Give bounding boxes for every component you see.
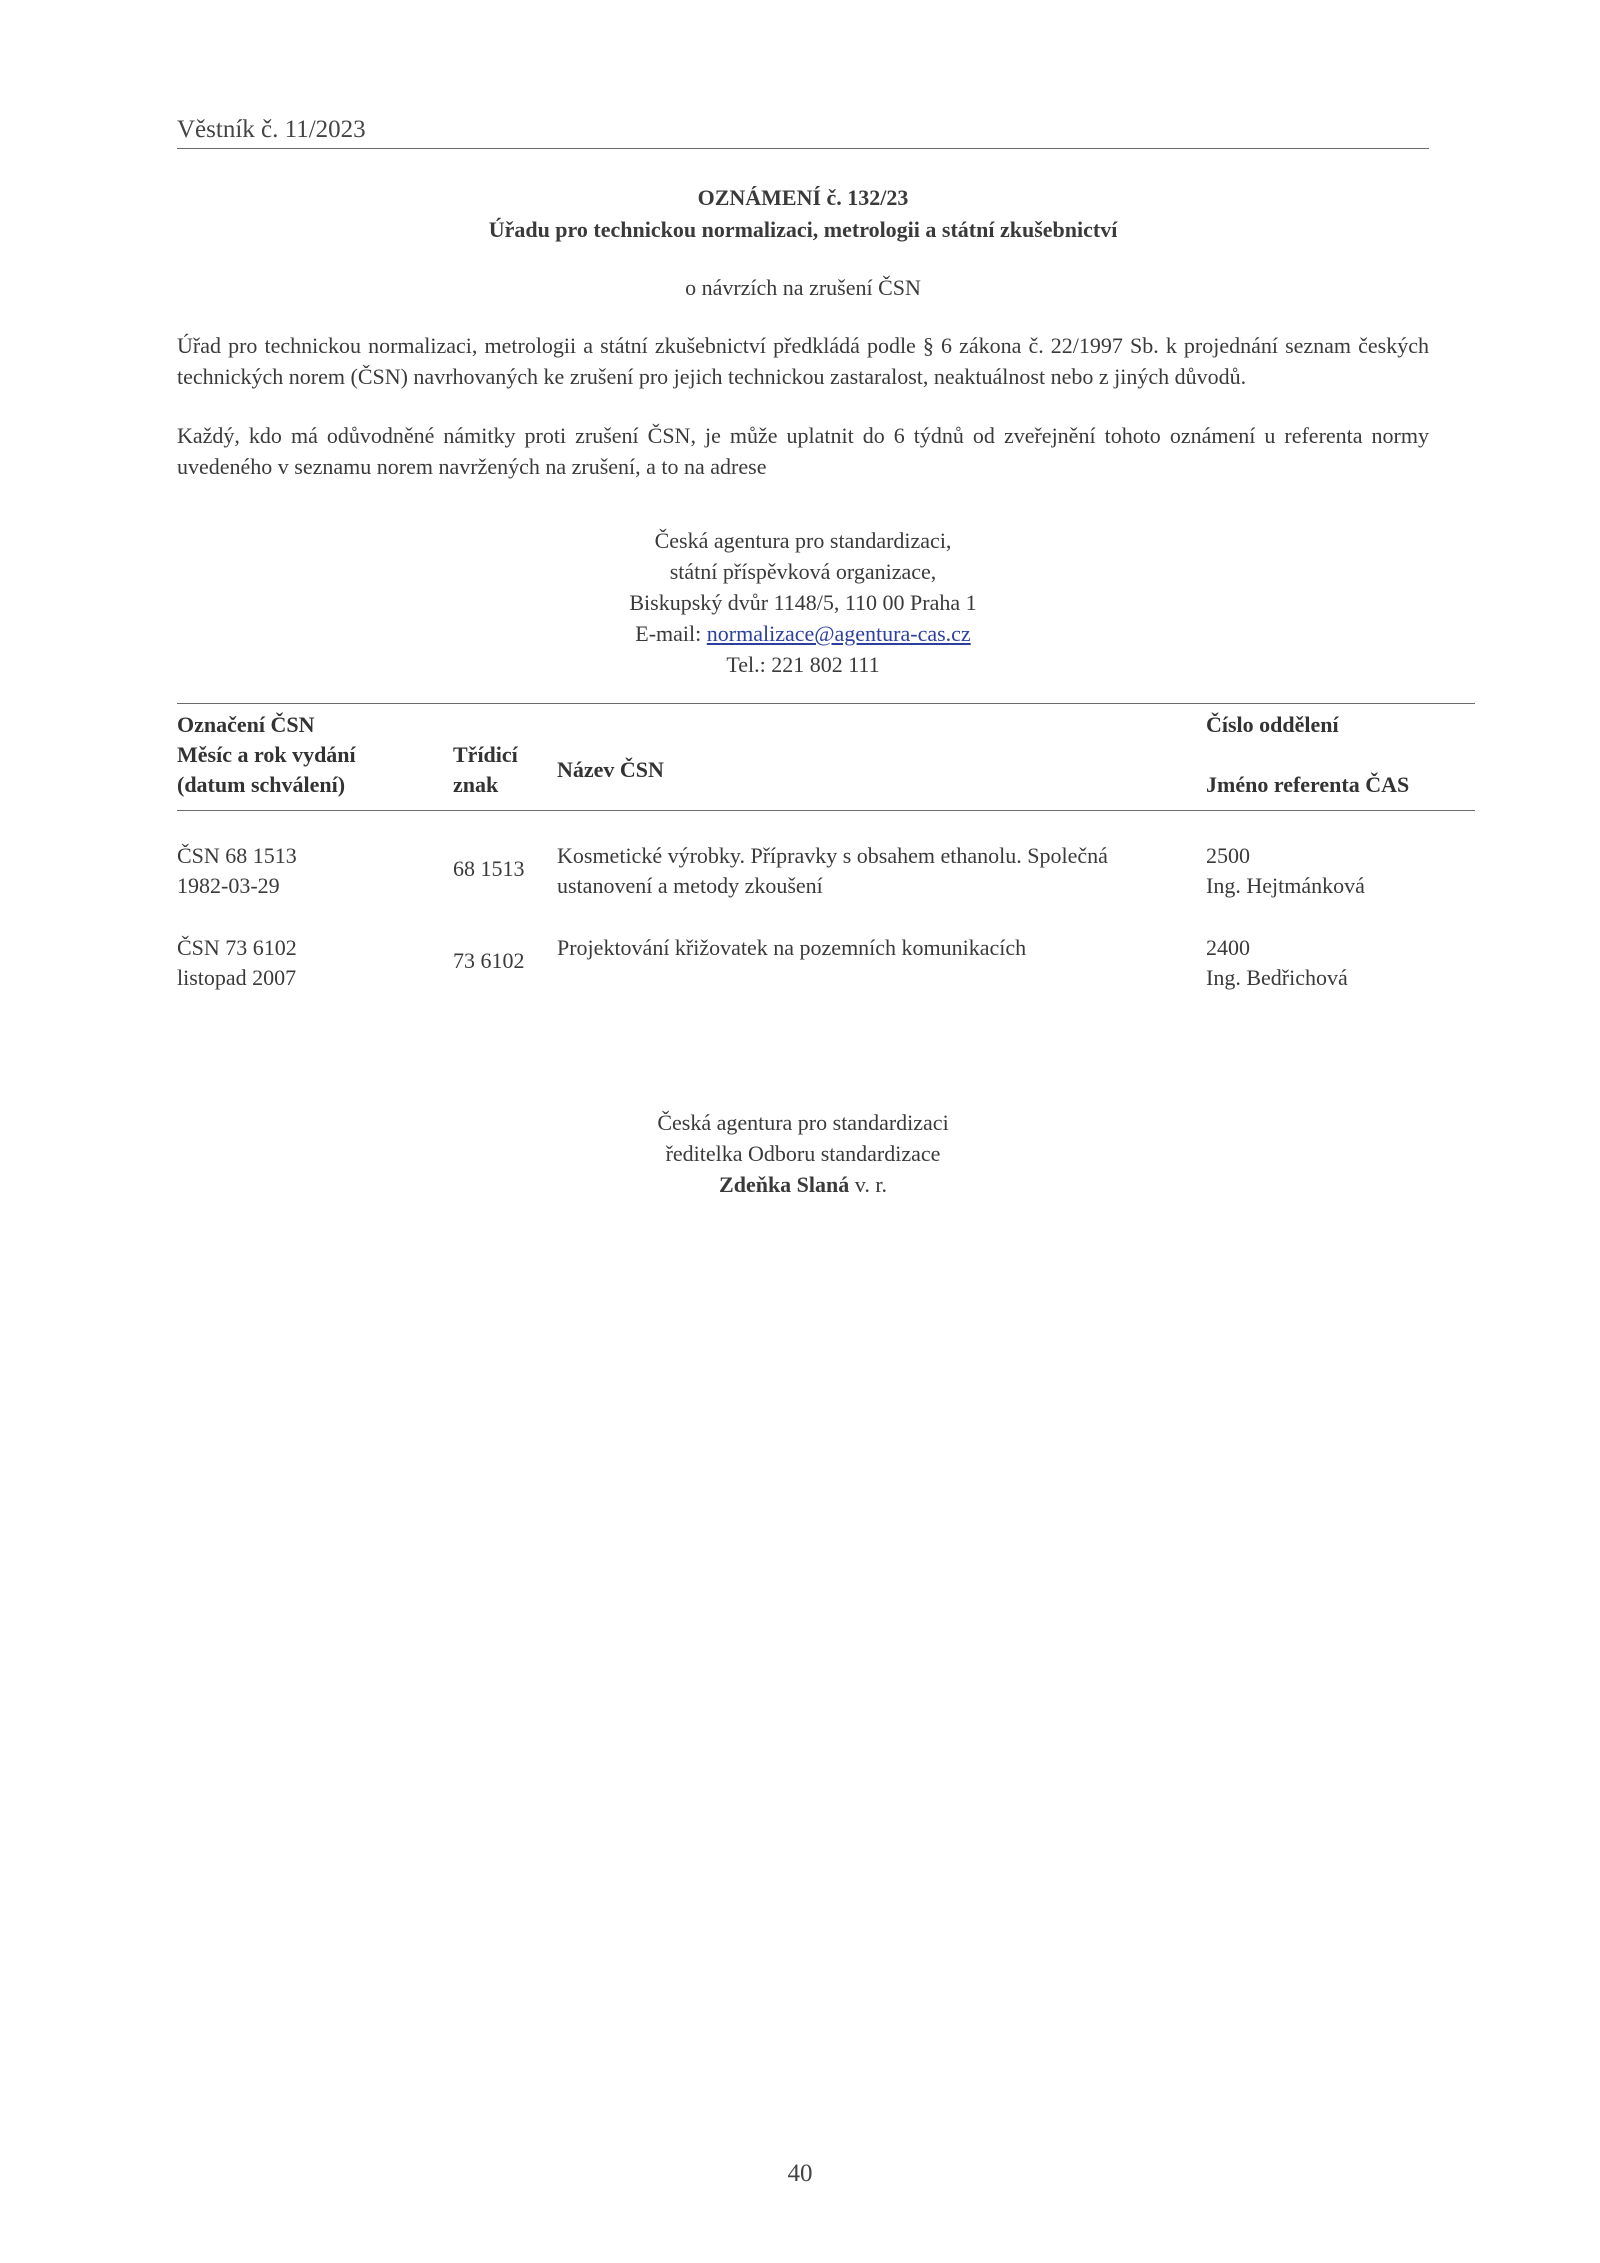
signature-org: Česká agentura pro standardizaci xyxy=(657,1110,949,1135)
row1-name-2: ustanovení a metody zkoušení xyxy=(557,873,823,898)
th-standard-name: Název ČSN xyxy=(557,757,664,782)
th-designation: Označení ČSN xyxy=(177,712,315,737)
row1-date: 1982-03-29 xyxy=(177,873,280,898)
th-issue-date: Měsíc a rok vydání xyxy=(177,742,356,767)
th-class-code-1: Třídicí xyxy=(453,742,518,767)
th-referent: Jméno referenta ČAS xyxy=(1206,772,1410,797)
address-email-line xyxy=(177,618,1429,649)
address-block xyxy=(177,525,1429,680)
signatory-name: Zdeňka Slaná xyxy=(719,1172,850,1197)
table-top-rule xyxy=(177,703,1475,704)
th-approval-date: (datum schválení) xyxy=(177,772,346,797)
table-header-rule xyxy=(177,810,1475,811)
email-link[interactable]: normalizace@agentura-cas.cz xyxy=(706,621,971,646)
row2-code: 73 6102 xyxy=(453,948,525,973)
signature-suffix: v. r. xyxy=(849,1172,887,1197)
row1-code: 68 1513 xyxy=(453,856,525,881)
announcement-issuer: Úřadu pro technickou normalizaci, metrologii a státní zkušebnictví xyxy=(488,217,1118,242)
objection-paragraph: Každý, kdo má odůvodněné námitky proti zrušení ČSN, je může uplatnit do 6 týdnů od zveřejnění tohoto oznámení u referenta normy uvedeného v seznamu norem navržených na zrušení, a to na adrese xyxy=(177,423,1429,479)
th-class-code-2: znak xyxy=(453,772,499,797)
row1-referent: Ing. Hejtmánková xyxy=(1206,873,1365,898)
announcement-title xyxy=(177,182,1429,246)
row2-designation: ČSN 73 6102 xyxy=(177,935,297,960)
row1-name-1: Kosmetické výrobky. Přípravky s obsahem ethanolu. Společná xyxy=(557,843,1108,868)
intro-paragraph: Úřad pro technickou normalizaci, metrologii a státní zkušebnictví předkládá podle § 6 zákona č. 22/1997 Sb. k projednání seznam českých technických norem (ČSN) navrhovaných ke zrušení pro jejich technickou zastaralost, neaktuálnost nebo z jiných důvodů. xyxy=(177,333,1429,389)
announcement-number: OZNÁMENÍ č. 132/23 xyxy=(697,185,909,210)
row2-referent: Ing. Bedřichová xyxy=(1206,965,1348,990)
row1-department: 2500 xyxy=(1206,843,1250,868)
bulletin-number: Věstník č. 11/2023 xyxy=(177,116,366,143)
page-number: 40 xyxy=(787,2160,813,2187)
page-header xyxy=(177,110,1429,149)
address-org-type: státní příspěvková organizace, xyxy=(669,559,937,584)
signature-line xyxy=(177,1169,1429,1200)
row2-date: listopad 2007 xyxy=(177,965,297,990)
th-department: Číslo oddělení xyxy=(1206,712,1339,737)
signature-block xyxy=(177,1107,1429,1200)
address-phone: Tel.: 221 802 111 xyxy=(726,652,880,677)
address-org: Česká agentura pro standardizaci, xyxy=(654,528,952,553)
email-label: E-mail: xyxy=(635,621,707,646)
row2-department: 2400 xyxy=(1206,935,1250,960)
row2-name-1: Projektování křižovatek na pozemních komunikacích xyxy=(557,935,1027,960)
address-street: Biskupský dvůr 1148/5, 110 00 Praha 1 xyxy=(629,590,977,615)
signature-role: ředitelka Odboru standardizace xyxy=(665,1141,941,1166)
row1-designation: ČSN 68 1513 xyxy=(177,843,297,868)
announcement-subtitle: o návrzích na zrušení ČSN xyxy=(685,275,921,300)
